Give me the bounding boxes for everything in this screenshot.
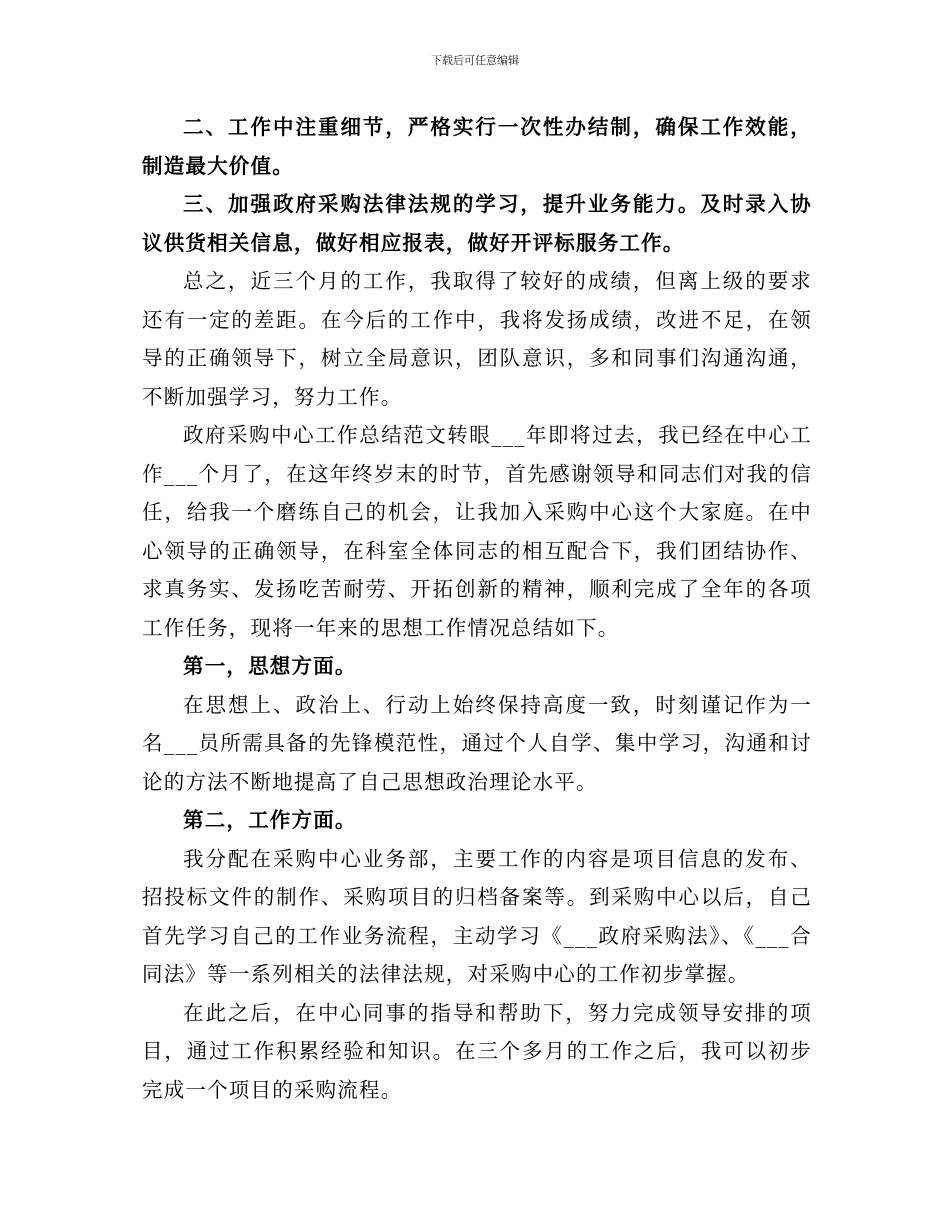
paragraph-progress: 在此之后，在中心同事的指导和帮助下，努力完成领导安排的项目，通过工作积累经验和知识。在三个多月的工作之后，我可以初步完成一个项目的采购流程。 — [142, 1000, 812, 1102]
paragraph-point-three: 三、加强政府采购法律法规的学习，提升业务能力。及时录入协议供货相关信息，做好相应报表，做好开评标服务工作。 — [142, 192, 812, 255]
heading-ideology: 第一，思想方面。 — [183, 654, 357, 678]
paragraph-intro: 政府采购中心工作总结范文转眼___年即将过去，我已经在中心工作___个月了，在这年终岁末的时节，首先感谢领导和同志们对我的信任，给我一个磨练自己的机会，让我加入采购中心这个大家庭。在中心领导的正确领导，在科室全体同志的相互配合下，我们团结协作、求真务实、发扬吃苦耐劳、开拓创新的精神，顺利完成了全年的各项工作任务，现将一年来的思想工作情况总结如下。 — [142, 423, 812, 640]
heading-work: 第二，工作方面。 — [183, 808, 357, 832]
page-header: 下载后可任意编辑 — [431, 54, 519, 67]
paragraph-point-two: 二、工作中注重细节，严格实行一次性办结制，确保工作效能，制造最大价值。 — [142, 115, 812, 178]
paragraph-summary: 总之，近三个月的工作，我取得了较好的成绩，但离上级的要求还有一定的差距。在今后的工作中，我将发扬成绩，改进不足，在领导的正确领导下，树立全局意识，团队意识，多和同事们沟通沟通，不断加强学习，努力工作。 — [142, 269, 812, 409]
document-body — [142, 108, 812, 1109]
paragraph-work: 我分配在采购中心业务部，主要工作的内容是项目信息的发布、招投标文件的制作、采购项目的归档备案等。到采购中心以后，自己首先学习自己的工作业务流程，主动学习《___政府采购法》、《___合同法》等一系列相关的法律法规，对采购中心的工作初步掌握。 — [142, 846, 812, 986]
paragraph-ideology: 在思想上、政治上、行动上始终保持高度一致，时刻谨记作为一名___员所需具备的先锋模范性，通过个人自学、集中学习，沟通和讨论的方法不断地提高了自己思想政治理论水平。 — [142, 692, 812, 794]
